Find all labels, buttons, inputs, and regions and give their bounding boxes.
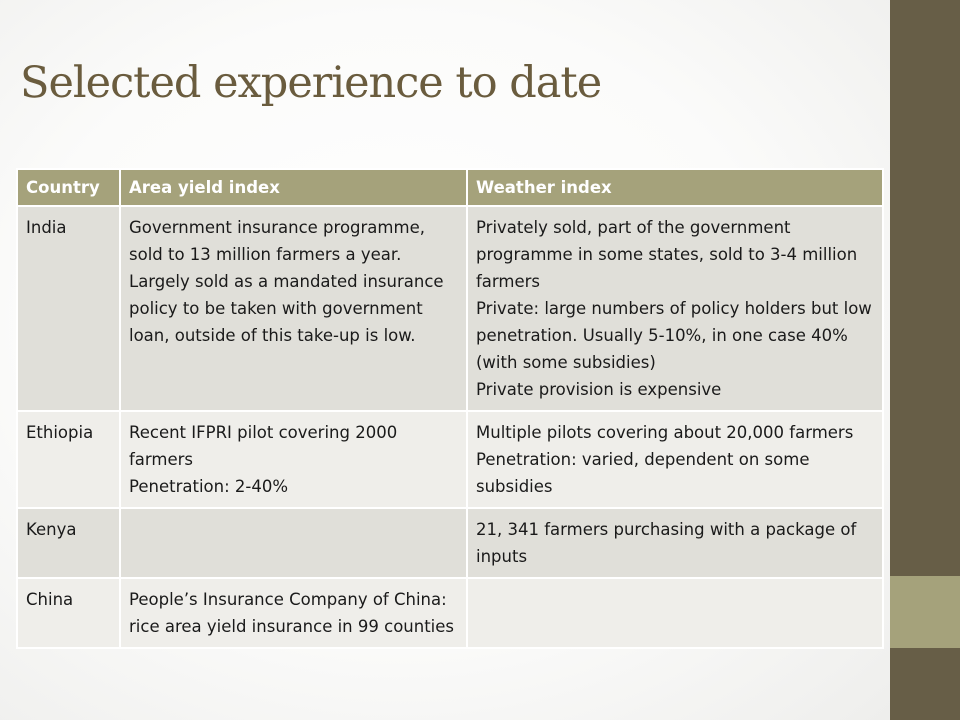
cell-text: Largely sold as a mandated insurance policy to be taken with government loan, outside of this take-up is low. [129,272,444,345]
header-country: Country [17,169,120,206]
cell-weather [467,578,883,648]
experience-table [16,168,884,649]
cell-area-yield [120,206,467,411]
cell-text: Privately sold, part of the government programme in some states, sold to 3-4 million farmers [476,218,858,291]
cell-weather [467,411,883,508]
slide-title: Selected experience to date [20,58,602,108]
decorative-sidebar-accent [890,576,960,648]
cell-country: China [17,578,120,648]
cell-text: Private: large numbers of policy holders but low penetration. Usually 5-10%, in one case 40% (with some subsidies) [476,299,872,372]
cell-weather [467,206,883,411]
cell-text: Private provision is expensive [476,380,722,399]
cell-text: People’s Insurance Company of China: rice area yield insurance in 99 counties [129,590,455,636]
cell-text: Multiple pilots covering about 20,000 farmers [476,423,854,442]
cell-text: 21, 341 farmers purchasing with a package of inputs [476,520,857,566]
table-row-ethiopia [17,411,883,508]
cell-text: Penetration: 2-40% [129,477,289,496]
cell-country: Kenya [17,508,120,578]
cell-weather [467,508,883,578]
cell-text: Penetration: varied, dependent on some subsidies [476,450,810,496]
cell-country: Ethiopia [17,411,120,508]
table-row-china [17,578,883,648]
table-row-kenya [17,508,883,578]
cell-text: Government insurance programme, sold to 13 million farmers a year. [129,218,425,264]
cell-text: Recent IFPRI pilot covering 2000 farmers [129,423,398,469]
header-area-yield-index: Area yield index [120,169,467,206]
cell-area-yield [120,411,467,508]
table-header-row [17,169,883,206]
cell-country: India [17,206,120,411]
cell-area-yield [120,508,467,578]
cell-area-yield [120,578,467,648]
header-weather-index: Weather index [467,169,883,206]
table-row-india [17,206,883,411]
